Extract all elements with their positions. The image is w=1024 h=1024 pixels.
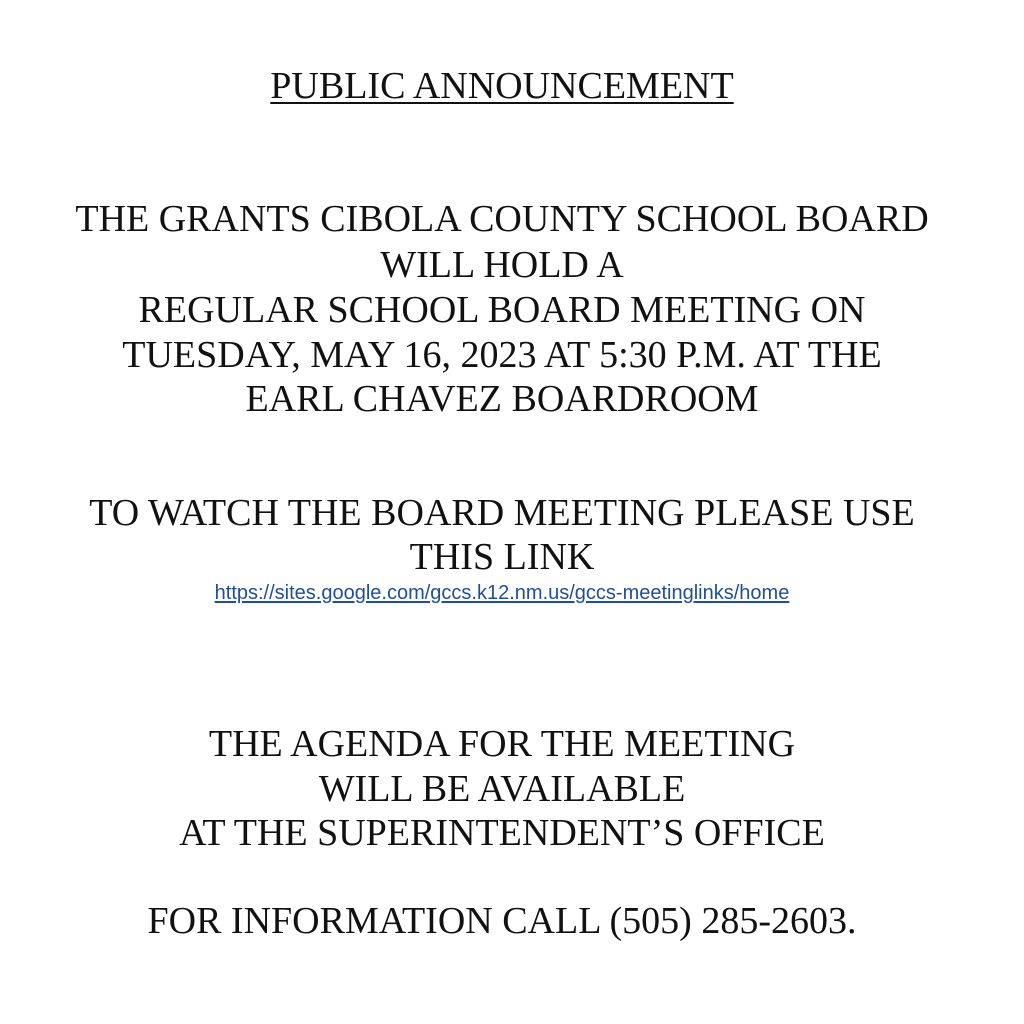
meeting-link[interactable]: https://sites.google.com/gccs.k12.nm.us/gccs-meetinglinks/home — [214, 582, 790, 604]
info-phone-line: FOR INFORMATION CALL (505) 285-2603. — [147, 900, 857, 942]
meeting-text-line-3: REGULAR SCHOOL BOARD MEETING ON — [138, 289, 866, 331]
meeting-text-line-1: THE GRANTS CIBOLA COUNTY SCHOOL BOARD — [75, 198, 929, 240]
agenda-text-line-3: AT THE SUPERINTENDENT’S OFFICE — [179, 812, 825, 854]
watch-text-line-1: TO WATCH THE BOARD MEETING PLEASE USE — [89, 492, 915, 534]
agenda-text-line-1: THE AGENDA FOR THE MEETING — [208, 723, 796, 765]
meeting-text-line-4: TUESDAY, MAY 16, 2023 AT 5:30 P.M. AT THE — [122, 334, 882, 376]
agenda-text-line-2: WILL BE AVAILABLE — [318, 768, 686, 810]
meeting-text-line-2: WILL HOLD A — [380, 244, 624, 286]
meeting-text-line-5: EARL CHAVEZ BOARDROOM — [245, 378, 759, 420]
page-title: PUBLIC ANNOUNCEMENT — [270, 65, 734, 107]
watch-text-line-2: THIS LINK — [409, 536, 595, 578]
